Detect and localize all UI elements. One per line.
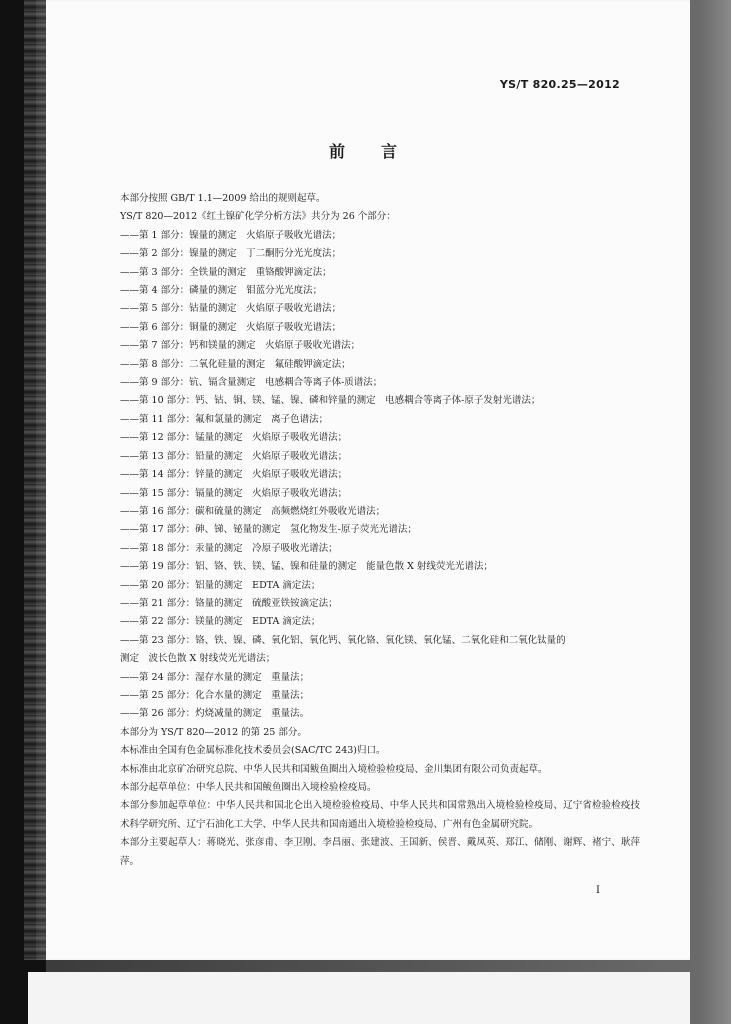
this-part-statement: 本部分为 YS/T 820—2012 的第 25 部分。: [120, 726, 307, 738]
part-item: ——第 15 部分：镉量的测定 火焰原子吸收光谱法；: [120, 487, 348, 499]
part-item: ——第 26 部分：灼烧减量的测定 重量法。: [120, 708, 310, 720]
part-item: ——第 18 部分：汞量的测定 冷原子吸收光谱法；: [120, 542, 338, 554]
drafters-statement: 本部分主要起草人：蒋晓光、张彦甫、李卫刚、李昌丽、张建波、王国新、侯晋、戴凤英、郑江、储刚、谢辉、褚宁、耿萍萍。: [120, 837, 640, 867]
torn-page-edge: [24, 0, 46, 960]
foreword-body: [120, 190, 640, 871]
part-item: ——第 22 部分：镁量的测定 EDTA 滴定法；: [120, 616, 321, 628]
part-item: ——第 2 部分：镍量的测定 丁二酮肟分光光度法；: [120, 248, 342, 260]
part-item: ——第 20 部分：铝量的测定 EDTA 滴定法；: [120, 579, 321, 591]
part-item: ——第 12 部分：锰量的测定 火焰原子吸收光谱法；: [120, 432, 348, 444]
part-item: ——第 1 部分：镍量的测定 火焰原子吸收光谱法；: [120, 229, 342, 241]
part-item: ——第 3 部分：全铁量的测定 重铬酸钾滴定法；: [120, 266, 332, 278]
responsible-statement: 本标准由北京矿冶研究总院、中华人民共和国鲅鱼圈出入境检验检疫局、金川集团有限公司负责起草。: [120, 763, 548, 775]
part-item-23: ——第 23 部分：铬、铁、镍、磷、氧化铝、氧化钙、氧化铬、氧化镁、氧化锰、二氧化硅和二氧化钛量的: [120, 634, 566, 646]
part-item: ——第 19 部分：铝、铬、铁、镁、锰、镍和硅量的测定 能量色散 X 射线荧光光谱法；: [120, 561, 493, 573]
participants-statement: 本部分参加起草单位：中华人民共和国北仑出入境检验检疫局、中华人民共和国常熟出入境检验检疫局、辽宁省检验检疫技术科学研究所、辽宁石油化工大学、中华人民共和国南通出入境检验检疫局、广州有色金属研究院。: [120, 800, 640, 830]
part-item: ——第 25 部分：化合水量的测定 重量法；: [120, 689, 310, 701]
part-item: ——第 7 部分：钙和镁量的测定 火焰原子吸收光谱法；: [120, 340, 361, 352]
part-item: ——第 10 部分：钙、钴、铜、镁、锰、镍、磷和锌量的测定 电感耦合等离子体-原子发射光谱法；: [120, 395, 541, 407]
part-item: ——第 14 部分：锌量的测定 火焰原子吸收光谱法；: [120, 469, 348, 481]
part-item: ——第 4 部分：磷量的测定 钼蓝分光光度法；: [120, 285, 323, 297]
part-item: ——第 5 部分：钴量的测定 火焰原子吸收光谱法；: [120, 303, 342, 315]
part-item: ——第 9 部分：钪、镉含量测定 电感耦合等离子体-质谱法；: [120, 377, 383, 389]
part-item: ——第 13 部分：铅量的测定 火焰原子吸收光谱法；: [120, 450, 348, 462]
document-page: [36, 0, 690, 960]
page-number: I: [596, 885, 600, 896]
committee-statement: 本标准由全国有色金属标准化技术委员会(SAC/TC 243)归口。: [120, 745, 386, 757]
part-item: ——第 21 部分：铬量的测定 硫酸亚铁铵滴定法；: [120, 597, 338, 609]
part-item: ——第 17 部分：砷、锑、铋量的测定 氢化物发生-原子荧光光谱法；: [120, 524, 417, 536]
part-item-23-continued: 测定 波长色散 X 射线荧光光谱法；: [120, 653, 276, 665]
part-item: ——第 16 部分：碳和硫量的测定 高频燃烧红外吸收光谱法；: [120, 505, 386, 517]
document-code: YS/T 820.25—2012: [499, 78, 620, 91]
part-item: ——第 11 部分：氟和氯量的测定 离子色谱法；: [120, 413, 329, 425]
intro-line-1: 本部分按照 GB/T 1.1—2009 给出的规则起草。: [120, 193, 326, 204]
next-page-edge: [28, 972, 690, 1024]
part-item: ——第 8 部分：二氧化硅量的测定 氟硅酸钾滴定法；: [120, 358, 351, 370]
drafting-unit-statement: 本部分起草单位：中华人民共和国鲅鱼圈出入境检验检疫局。: [120, 782, 377, 793]
part-item: ——第 6 部分：铜量的测定 火焰原子吸收光谱法；: [120, 321, 342, 333]
part-item: ——第 24 部分：湿存水量的测定 重量法；: [120, 671, 310, 683]
page-title: 前言: [328, 142, 433, 161]
intro-line-2: YS/T 820—2012《红土镍矿化学分析方法》共分为 26 个部分：: [120, 211, 396, 223]
